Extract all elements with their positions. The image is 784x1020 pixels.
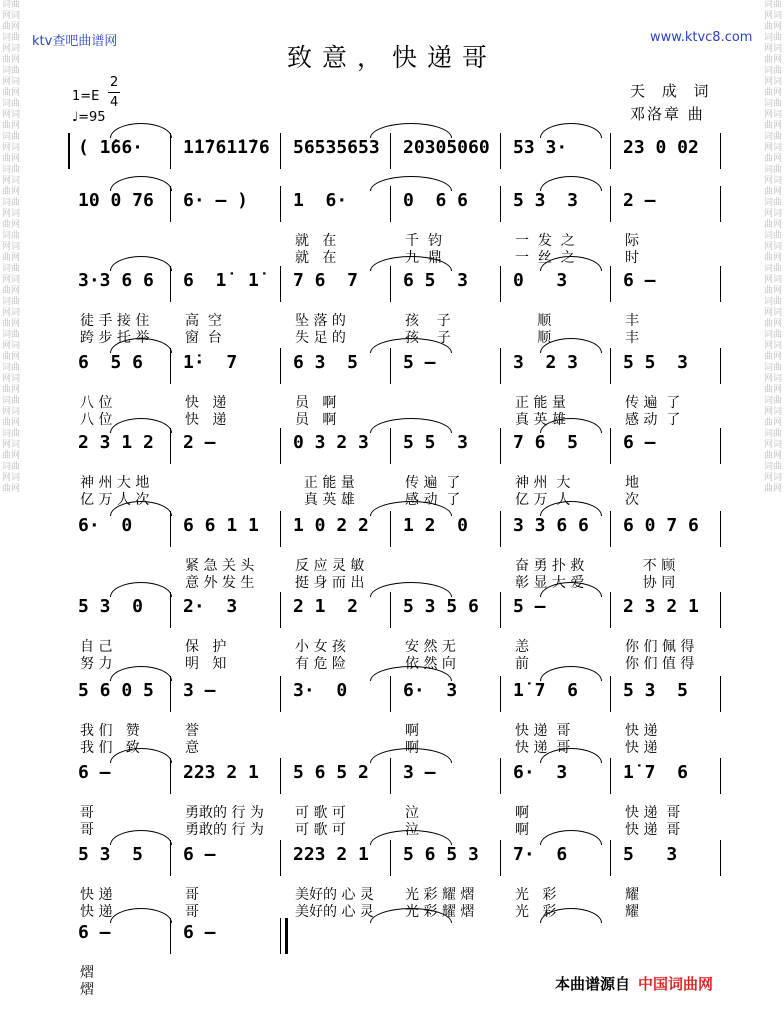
bar-line [720,592,721,628]
measure-notes: 2 – [183,432,216,453]
bar-line [720,348,721,384]
measure-notes: 5 3 [623,844,678,865]
bar-line [170,511,171,547]
tempo-mark: ♩=95 [72,110,106,125]
lyric-text: 勇敢的 行 为 [185,805,264,821]
measure-notes: 1 6· [293,190,348,211]
bar-line [280,348,281,384]
measure-notes: 6 5 6 [78,352,144,373]
measure-notes: 6· 3 [513,762,568,783]
notes-line [70,515,730,545]
lyric-text: 恙 [515,639,529,655]
bar-line [280,592,281,628]
bar-line [720,676,721,712]
time-signature-top: 2 [110,75,119,90]
notes-line [70,190,730,220]
lyric-text: 真 英 雄 [295,492,355,508]
lyric-text: 哥 [80,805,94,821]
bar-line [170,676,171,712]
lyric-text: 努 力 [80,656,113,672]
measure-notes: 6 6 1 1 [183,515,259,536]
measure-notes: 5 3 0 [78,596,144,617]
lyric-text: 正 能 量 [295,475,355,491]
bar-line [720,133,721,169]
lyric-text: 丰 [625,313,639,329]
bar-line [170,133,171,169]
measure-notes: 6 – [78,922,111,943]
lyric-text: 挺 身 而 出 [295,575,365,591]
lyric-text: 快 递 哥 [515,723,571,739]
measure-notes: 5 3 5 [623,680,689,701]
score-row [70,844,730,920]
lyric-text: 真 英 雄 [515,412,566,428]
score-row [70,190,730,266]
bar-line [170,592,171,628]
lyric-text: 熠 [80,965,94,981]
bar-line [610,511,611,547]
score-row [70,352,730,428]
lyric-text: 快 递 [625,723,658,739]
bar-line [720,840,721,876]
lyric-text: 九 鼎 [405,250,442,266]
lyric-text: 八 位 [80,395,113,411]
lyric-text: 意 [185,740,199,756]
bar-line [280,840,281,876]
lyric-text: 徒 手 接 住 [80,313,150,329]
measure-notes: 3·3 6 6 [78,270,154,291]
measure-notes: 6 – [623,432,656,453]
measure-notes: 6 0 7 6 [623,515,699,536]
slur-arc [540,666,602,681]
lyric-text: 誉 [185,723,199,739]
measure-notes: 3 2 3 [513,352,579,373]
slur-arc [540,830,602,845]
bar-line [610,676,611,712]
bar-line [720,266,721,302]
bar-line [500,428,501,464]
lyric-text: 员 啊 [295,395,337,411]
slur-arc [370,830,452,845]
bar-line [280,133,281,169]
bar-line [170,758,171,794]
time-signature-line [108,92,120,93]
lyric-text: 员 啊 [295,412,337,428]
notes-line [70,137,730,167]
bar-line [390,428,391,464]
score-row [70,762,730,838]
measure-notes: 5 3 5 [78,844,144,865]
measure-notes: 10 0 76 [78,190,154,211]
source-footer [555,973,713,994]
lyric-text: 神 州 大 地 [80,475,150,491]
bar-line [280,186,281,222]
bar-line [280,676,281,712]
measure-notes: 53 3· [513,137,568,158]
bar-line [500,758,501,794]
measure-notes: 6 – [78,762,111,783]
composer-credit: 邓洛章 曲 [630,105,705,123]
bar-line [720,511,721,547]
lyric-text: 孩 子 [405,313,451,329]
lyric-text: 自 己 [80,639,113,655]
lyric-text: 快 递 [625,740,658,756]
lyric-text: 高 空 [185,313,222,329]
lyric-text: 勇敢的 行 为 [185,822,264,838]
score-row [70,680,730,756]
lyric-text: 亿 万 人 次 [80,492,150,508]
lyric-text: 八 位 [80,412,113,428]
measure-notes: 1̇ 7 6 [513,680,579,701]
watermark-right: 词曲网词曲网词曲网词曲网词曲网词曲网词曲网词曲网词曲网词曲网词曲网词曲网词曲网词曲网词曲网词曲网词曲网词曲网词曲网词曲网词曲网词曲网词曲网词曲网词曲网词曲网词曲网词曲网词曲网词曲网 [763,0,782,494]
measure-notes: 3 – [183,680,216,701]
measure-notes: 5 6 5 2 [293,762,369,783]
lyric-text: 哥 [185,904,199,920]
bar-line [720,428,721,464]
site-name-left[interactable]: ktv查吧曲谱网 [32,34,118,49]
slur-arc [110,830,172,845]
bar-line [170,840,171,876]
lyric-text: 哥 [185,887,199,903]
lyric-text: 神 州 大 [515,475,571,491]
measure-notes: 5 5 3 [623,352,689,373]
bar-line [390,266,391,302]
measure-notes: 1̇ 7 6 [623,762,689,783]
measure-notes: 1 2 0 [403,515,469,536]
bar-line [610,266,611,302]
bar-line [500,676,501,712]
measure-notes: 223 2 1 [183,762,259,783]
source-site[interactable]: 中国词曲网 [638,975,714,993]
bar-line [280,758,281,794]
notes-line [70,432,730,462]
bar-line [610,592,611,628]
measure-notes: 6 – [183,844,216,865]
lyric-text: 保 护 [185,639,227,655]
lyric-text: 光 彩 [515,904,557,920]
lyric-text: 啊 [515,805,529,821]
time-signature-bottom: 4 [110,95,119,110]
lyric-text: 有 危 险 [295,656,346,672]
measure-notes: 6 – [623,270,656,291]
lyric-text: 感 动 了 [625,412,681,428]
lyric-text: 你 们 值 得 [625,656,695,672]
key-signature: 1=E [72,89,100,104]
measure-notes: 0 6 6 [403,190,469,211]
lyric-text: 安 然 无 [405,639,456,655]
lyric-text: 前 [515,656,529,672]
watermark-left: 词曲网词曲网词曲网词曲网词曲网词曲网词曲网词曲网词曲网词曲网词曲网词曲网词曲网词曲网词曲网词曲网词曲网词曲网词曲网词曲网词曲网词曲网词曲网词曲网词曲网词曲网词曲网词曲网词曲网词曲网 [1,0,20,494]
lyric-text: 传 遍 了 [405,475,461,491]
lyric-text: 快 递 [80,904,113,920]
site-url-right[interactable]: www.ktvc8.com [650,30,753,45]
measure-notes: 1̇· 7 [183,352,238,373]
measure-notes: 2 3 1 2 [78,432,154,453]
bar-line [610,348,611,384]
measure-notes: 7· 6 [513,844,568,865]
notes-line [70,844,730,874]
final-bar-line [285,918,288,954]
measure-notes: 0 3 2 3 [293,432,369,453]
bar-line [170,266,171,302]
measure-notes: 6· 0 [78,515,133,536]
measure-notes: 56535653 [293,137,380,158]
measure-notes: 5 3 3 [513,190,579,211]
lyric-text: 快 递 哥 [625,822,681,838]
measure-notes: 2 – [623,190,656,211]
bar-line [500,840,501,876]
lyric-text: 感 动 了 [405,492,461,508]
slur-arc [110,123,172,138]
notes-line [70,922,730,952]
notes-line [70,352,730,382]
lyric-text: 快 递 [185,395,227,411]
measure-notes: 7 6 5 [513,432,579,453]
lyric-text: 明 知 [185,656,227,672]
lyric-text: 你 们 佩 得 [625,639,695,655]
bar-line [610,133,611,169]
measure-notes: 223 2 1 [293,844,369,865]
measure-notes: 6 3 5 [293,352,359,373]
bar-line [170,428,171,464]
bar-line [500,511,501,547]
bar-line [500,592,501,628]
bar-line [280,428,281,464]
lyric-text: 哥 [80,822,94,838]
measure-notes: ( 1̇66· [78,137,144,158]
measure-notes: 7 6 7 [293,270,359,291]
measure-notes: 5 – [403,352,436,373]
bar-line [500,266,501,302]
score-row [70,432,730,508]
lyric-text: 泣 [405,822,419,838]
lyric-text: 啊 [515,822,529,838]
bar-line [390,348,391,384]
notes-line [70,762,730,792]
bar-line [280,266,281,302]
lyric-text: 意 外 发 生 [185,575,255,591]
lyric-text: 传 遍 了 [625,395,681,411]
score-row [70,515,730,591]
bar-line-start [68,133,70,169]
lyric-text: 际 [625,233,639,249]
lyric-text: 依 然 向 [405,656,456,672]
lyric-text: 失 足 的 [295,330,346,346]
lyric-text: 就 在 [295,233,337,249]
lyric-text: 可 歌 可 [295,822,346,838]
bar-line [170,348,171,384]
bar-line [720,758,721,794]
lyric-text: 小 女 孩 [295,639,346,655]
bar-line [280,918,281,954]
lyric-text: 协 同 [625,575,676,591]
bar-line [390,758,391,794]
lyric-text: 快 递 [185,412,227,428]
source-label: 本曲谱源自 [555,975,631,993]
bar-line [390,676,391,712]
lyric-text: 紧 急 关 头 [185,558,255,574]
bar-line [610,840,611,876]
measure-notes: 20305060 [403,137,490,158]
notes-line [70,596,730,626]
measure-notes: 3 – [403,762,436,783]
bar-line [720,186,721,222]
notes-line [70,680,730,710]
bar-line [170,918,171,954]
lyric-text: 美好的 心 灵 [295,904,374,920]
measure-notes: 0 3 [513,270,568,291]
slur-arc [540,123,602,138]
measure-notes: 6 1̇ 1̇ [183,270,259,291]
measure-notes: 1̇1̇761̇1̇76 [183,137,270,158]
measure-notes: 6 5 3 [403,270,469,291]
measure-notes: 6 – [183,922,216,943]
lyric-text: 泣 [405,805,419,821]
lyric-text: 耀 [625,904,639,920]
lyric-text: 光 彩 [515,887,557,903]
bar-line [280,511,281,547]
lyric-text: 千 钧 [405,233,442,249]
measure-notes: 5 3 5 6 [403,596,479,617]
score-row [70,596,730,672]
lyric-text: 窗 台 [185,330,222,346]
lyric-text: 一 发 之 [515,233,575,249]
lyric-text: 顺 [515,313,552,329]
measure-notes: 5 6 5 3 [403,844,479,865]
lyric-text: 顺 [515,330,552,346]
slur-arc [370,123,452,138]
lyricist-credit: 天 成 词 [630,82,715,100]
measure-notes: 3 3 6 6 [513,515,589,536]
lyric-text: 坠 落 的 [295,313,346,329]
bar-line [390,511,391,547]
bar-line [390,592,391,628]
lyric-text: 我 们 致 [80,740,140,756]
bar-line [610,186,611,222]
lyric-text: 熠 [80,982,94,998]
measure-notes: 1 0 2 2 [293,515,369,536]
measure-notes: 3· 0 [293,680,348,701]
lyric-text: 跨 步 托 举 [80,330,150,346]
bar-line [390,133,391,169]
bar-line [500,348,501,384]
lyric-text: 快 递 哥 [625,805,681,821]
lyric-text: 时 [625,250,639,266]
lyric-text: 正 能 量 [515,395,566,411]
lyric-text: 耀 [625,887,639,903]
bar-line [610,428,611,464]
measure-notes: 2 3 2 1 [623,596,699,617]
measure-notes: 6· 3 [403,680,458,701]
measure-notes: 6· – ) [183,190,249,211]
lyric-text: 光 彩 耀 熠 [405,887,475,903]
lyric-text: 丰 [625,330,639,346]
lyric-text: 光 彩 耀 熠 [405,904,475,920]
lyric-text: 孩 子 [405,330,451,346]
notes-line [70,270,730,300]
lyric-text: 一 丝 之 [515,250,575,266]
lyric-text: 快 递 [80,887,113,903]
lyric-text: 地 [625,475,639,491]
lyric-text: 美好的 心 灵 [295,887,374,903]
measure-notes: 5 5 3 [403,432,469,453]
bar-line [500,186,501,222]
lyric-text: 彰 显 大 爱 [515,575,585,591]
lyric-text: 啊 [405,723,419,739]
lyric-text: 我 们 赞 [80,723,140,739]
slur-arc [110,666,172,681]
lyric-text: 快 递 哥 [515,740,571,756]
lyric-text: 不 顾 [625,558,676,574]
bar-line [170,186,171,222]
lyric-text: 奋 勇 扑 救 [515,558,585,574]
slur-arc [370,748,452,763]
lyric-text: 亿 万 人 [515,492,571,508]
bar-line [390,186,391,222]
song-title: 致意，快递哥 [286,43,497,72]
lyric-text: 次 [625,492,639,508]
lyric-text: 就 在 [295,250,337,266]
measure-notes: 23 0 02 [623,137,699,158]
score-row [70,270,730,346]
measure-notes: 5 6 0 5 [78,680,154,701]
measure-notes: 2· 3 [183,596,238,617]
measure-notes: 2 1 2 [293,596,359,617]
lyric-text: 啊 [405,740,419,756]
bar-line [390,840,391,876]
bar-line [610,758,611,794]
lyric-text: 可 歌 可 [295,805,346,821]
bar-line [500,133,501,169]
measure-notes: 5 – [513,596,546,617]
lyric-text: 反 应 灵 敏 [295,558,365,574]
